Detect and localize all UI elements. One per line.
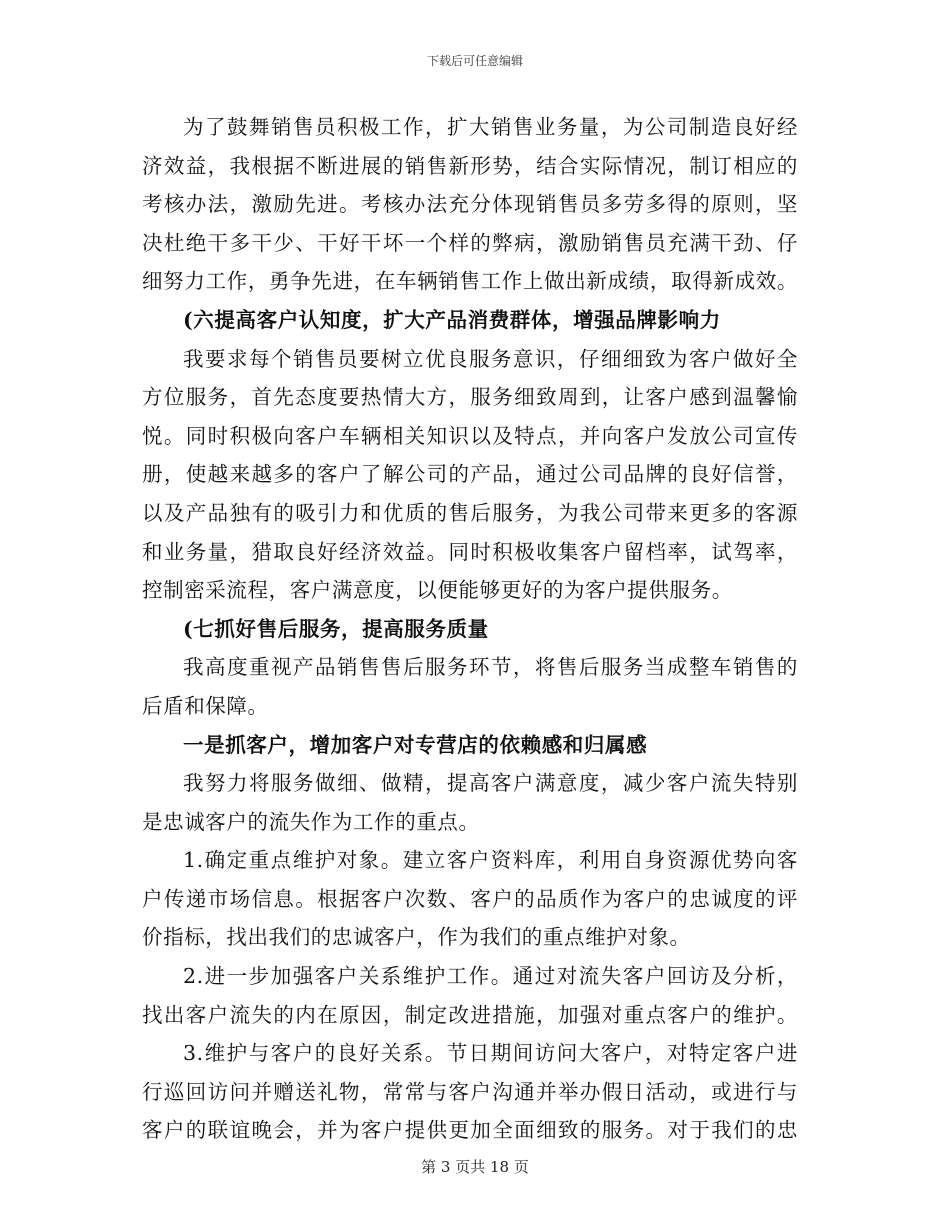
body-text-line: 我要求每个销售员要树立优良服务意识，仔细细致为客户做好全 xyxy=(183,346,798,371)
body-text-line: 我努力将服务做细、做精，提高客户满意度，减少客户流失特别 xyxy=(183,771,798,796)
document-body xyxy=(142,108,798,1150)
body-text-line: 3.维护与客户的良好关系。节日期间访问大客户，对特定客户进 xyxy=(183,1041,798,1066)
page-header: 下载后可任意编辑 xyxy=(426,54,523,68)
body-text-line: 户传递市场信息。根据客户次数、客户的品质作为客户的忠诚度的评 xyxy=(142,886,798,911)
body-text-line: 细努力工作，勇争先进，在车辆销售工作上做出新成绩，取得新成效。 xyxy=(142,269,798,294)
body-text-line: 控制密采流程，客户满意度，以便能够更好的为客户提供服务。 xyxy=(142,578,733,603)
body-text-line: 悦。同时积极向客户车辆相关知识以及特点，并向客户发放公司宣传 xyxy=(142,423,798,448)
section-heading-line: 一是抓客户，增加客户对专营店的依赖感和归属感 xyxy=(183,732,648,757)
page-number: 第 3 页共 18 页 xyxy=(421,1158,529,1176)
section-heading-line: (七抓好售后服务，提高服务质量 xyxy=(183,616,489,641)
section-heading-line: (六提高客户认知度，扩大产品消费群体，增强品牌影响力 xyxy=(183,307,721,332)
body-text-line: 客户的联谊晚会，并为客户提供更加全面细致的服务。对于我们的忠 xyxy=(142,1118,798,1143)
body-text-line: 行巡回访问并赠送礼物，常常与客户沟通并举办假日活动，或进行与 xyxy=(142,1079,798,1104)
body-text-line: 和业务量，猎取良好经济效益。同时积极收集客户留档率，试驾率， xyxy=(142,539,798,564)
body-text-line: 后盾和保障。 xyxy=(142,693,269,718)
body-text-line: 1.确定重点维护对象。建立客户资料库，利用自身资源优势向客 xyxy=(183,848,798,873)
body-text-line: 为了鼓舞销售员积极工作，扩大销售业务量，为公司制造良好经 xyxy=(183,115,798,139)
body-text-line: 方位服务，首先态度要热情大方，服务细致周到，让客户感到温馨愉 xyxy=(142,385,798,410)
body-text-line: 济效益，我根据不断进展的销售新形势，结合实际情况，制订相应的 xyxy=(142,153,798,178)
body-text-line: 2.进一步加强客户关系维护工作。通过对流失客户回访及分析， xyxy=(183,964,798,989)
body-text-line: 册，使越来越多的客户了解公司的产品，通过公司品牌的良好信誉， xyxy=(142,462,798,487)
body-text-line: 找出客户流失的内在原因，制定改进措施，加强对重点客户的维护。 xyxy=(142,1002,798,1027)
body-text-line: 决杜绝干多干少、干好干坏一个样的弊病，激励销售员充满干劲、仔 xyxy=(142,230,798,255)
body-text-line: 是忠诚客户的流失作为工作的重点。 xyxy=(142,809,480,834)
body-text-line: 以及产品独有的吸引力和优质的售后服务，为我公司带来更多的客源 xyxy=(142,500,798,525)
body-text-line: 我高度重视产品销售售后服务环节，将售后服务当成整车销售的 xyxy=(183,655,798,680)
body-text-line: 价指标，找出我们的忠诚客户，作为我们的重点维护对象。 xyxy=(142,925,691,950)
body-text-line: 考核办法，激励先进。考核办法充分体现销售员多劳多得的原则，坚 xyxy=(142,192,798,217)
